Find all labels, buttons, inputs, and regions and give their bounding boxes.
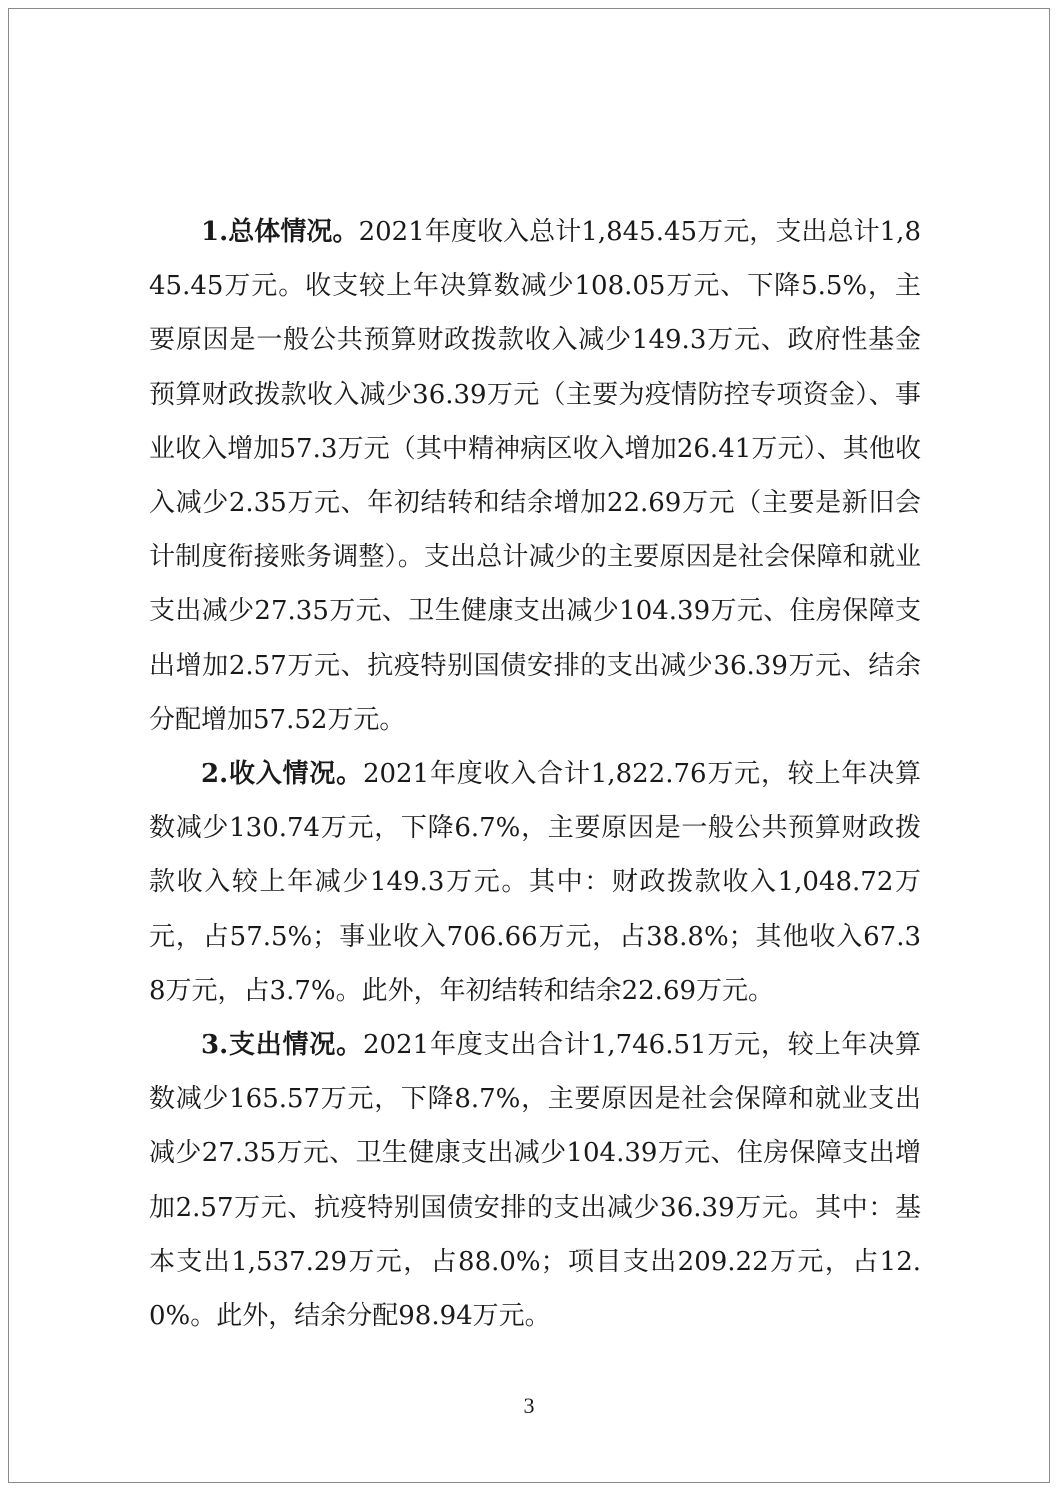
page-number: 3 — [523, 1393, 535, 1418]
section-income — [149, 747, 921, 1018]
section-heading-income: 2.收入情况。 — [201, 759, 363, 790]
section-text-overall: 2021年度收入总计1,845.45万元，支出总计1,845.45万元。收支较上年决算数减少108.05万元、下降5.5%，主要原因是一般公共预算财政拨款收入减少149.3万元、政府性基金预算财政拨款收入减少36.39万元（主要为疫情防控专项资金）、事业收入增加57.3万元（其中精神病区收入增加26.41万元）、其他收入减少2.35万元、年初结转和结余增加22.69万元（主要是新旧会计制度衔接账务调整）。支出总计减少的主要原因是社会保障和就业支出减少27.35万元、卫生健康支出减少104.39万元、住房保障支出增加2.57万元、抗疫特别国债安排的支出减少36.39万元、结余分配增加57.52万元。 — [149, 217, 921, 735]
document-body — [149, 205, 921, 1343]
section-text-expenditure: 2021年度支出合计1,746.51万元，较上年决算数减少165.57万元，下降8.7%，主要原因是社会保障和就业支出减少27.35万元、卫生健康支出减少104.39万元、住房保障支出增加2.57万元、抗疫特别国债安排的支出减少36.39万元。其中：基本支出1,537.29万元，占88.0%；项目支出209.22万元，占12.0%。此外，结余分配98.94万元。 — [149, 1030, 921, 1332]
section-text-income: 2021年度收入合计1,822.76万元，较上年决算数减少130.74万元，下降6.7%，主要原因是一般公共预算财政拨款收入较上年减少149.3万元。其中：财政拨款收入1,048.72万元，占57.5%；事业收入706.66万元，占38.8%；其他收入67.38万元，占3.7%。此外，年初结转和结余22.69万元。 — [149, 759, 921, 1006]
document-page — [8, 8, 1050, 1483]
section-expenditure — [149, 1018, 921, 1343]
section-heading-overall: 1.总体情况。 — [201, 217, 359, 247]
section-heading-expenditure: 3.支出情况。 — [201, 1030, 363, 1061]
section-overall — [149, 205, 921, 747]
